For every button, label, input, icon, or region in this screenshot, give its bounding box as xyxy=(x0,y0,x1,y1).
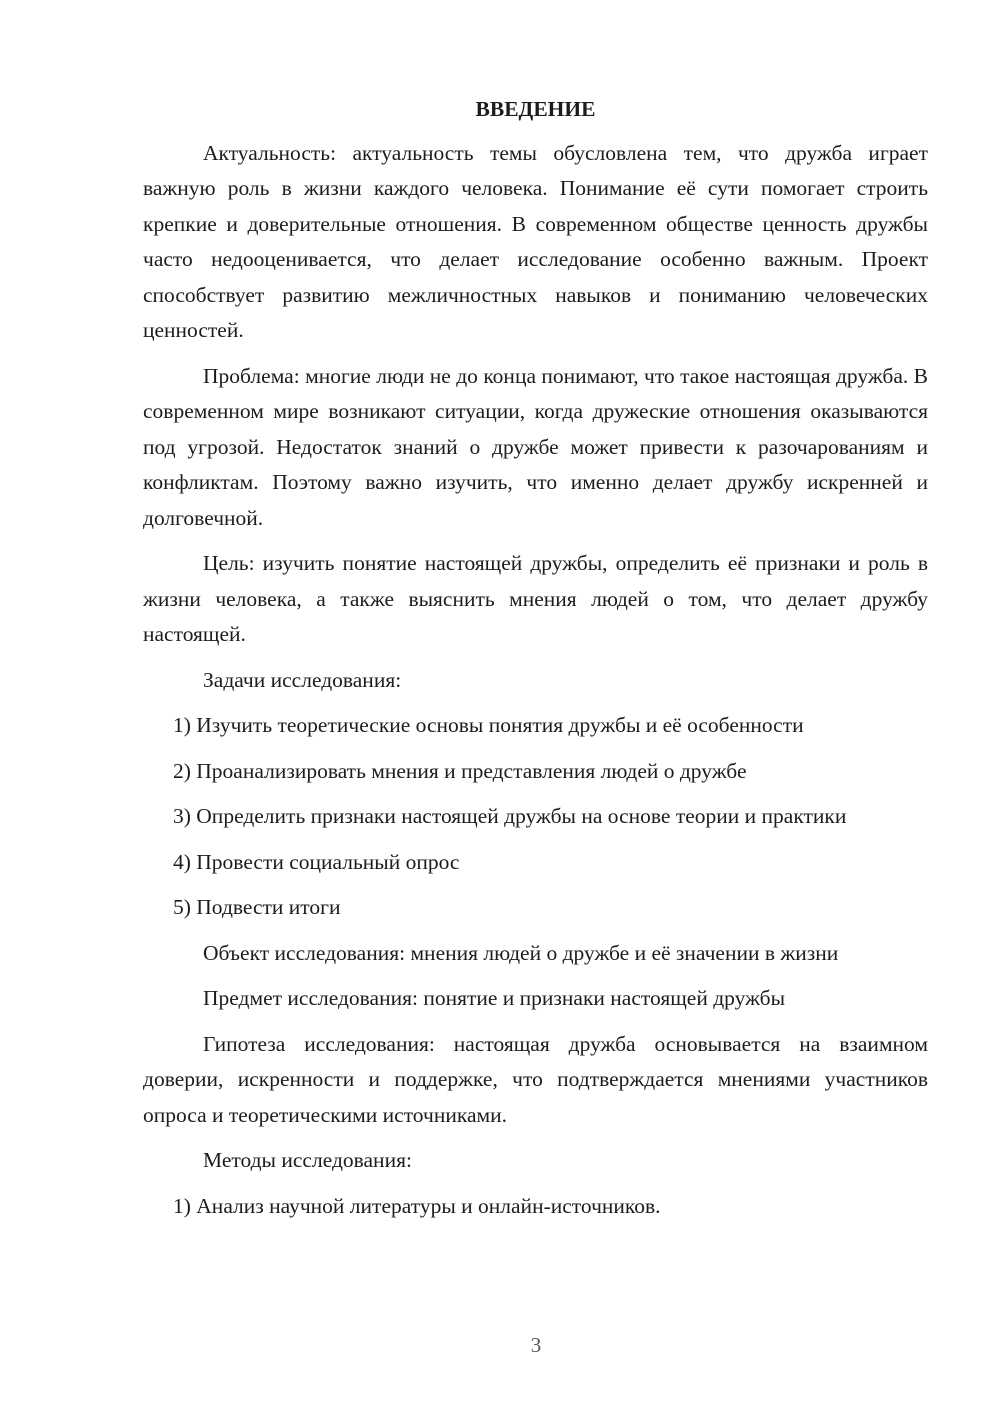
hypothesis-paragraph: Гипотеза исследования: настоящая дружба основывается на взаимном доверии, искренности и поддержке, что подтверждается мнениями участников опроса и теоретическими источниками. xyxy=(143,1031,928,1127)
page-number: 3 xyxy=(530,1333,542,1357)
task-item: 3) Определить признаки настоящей дружбы на основе теории и практики xyxy=(173,804,847,828)
task-item: 4) Провести социальный опрос xyxy=(173,849,460,874)
tasks-heading: Задачи исследования: xyxy=(203,667,402,692)
methods-heading: Методы исследования: xyxy=(203,1148,412,1172)
subject-paragraph: Предмет исследования: понятие и признаки настоящей дружбы xyxy=(203,986,786,1010)
relevance-paragraph: Актуальность: актуальность темы обусловлена тем, что дружба играет важную роль в жизни каждого человека. Понимание её сути помогает строить крепкие и доверительные отношения. В современном обществе ценность дружбы часто недооценивается, что делает исследование особенно важным. Проект способствует развитию межличностных навыков и пониманию человеческих ценностей. xyxy=(143,140,928,342)
document-page xyxy=(143,92,928,1234)
task-item: 1) Изучить теоретические основы понятия дружбы и её особенности xyxy=(173,713,804,737)
goal-paragraph: Цель: изучить понятие настоящей дружбы, определить её признаки и роль в жизни человека, а также выяснить мнения людей о том, что делает дружбу настоящей. xyxy=(143,551,928,646)
method-item: 1) Анализ научной литературы и онлайн-источников. xyxy=(173,1193,661,1218)
task-item: 5) Подвести итоги xyxy=(173,895,341,919)
problem-paragraph: Проблема: многие люди не до конца понимают, что такое настоящая дружба. В современном мире возникают ситуации, когда дружеские отношения оказываются под угрозой. Недостаток знаний о дружбе может привести к разочарованиям и конфликтам. Поэтому важно изучить, что именно делает дружбу искренней и долговечной. xyxy=(143,363,928,530)
object-paragraph: Объект исследования: мнения людей о дружбе и её значении в жизни xyxy=(203,940,839,965)
task-item: 2) Проанализировать мнения и представления людей о дружбе xyxy=(173,758,747,783)
section-title: ВВЕДЕНИЕ xyxy=(475,97,596,121)
